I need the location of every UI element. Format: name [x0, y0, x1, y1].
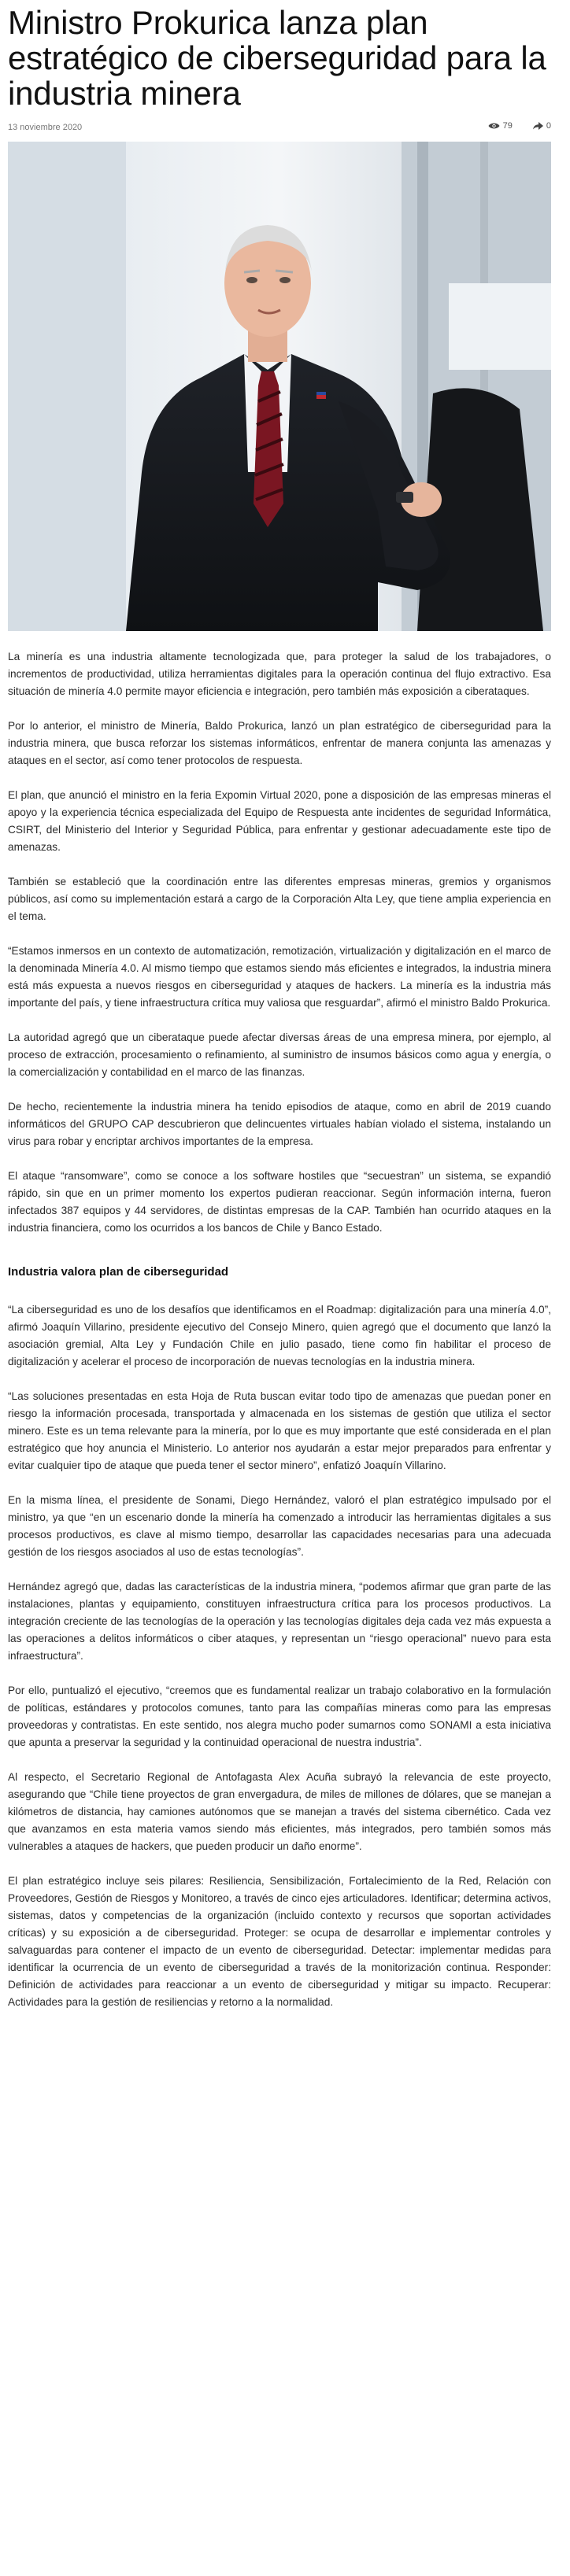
paragraph: “Estamos inmersos en un contexto de automatización, remotización, virtualización y digitalización en el marco de la denominada Minería 4.0. Al mismo tiempo que estamos siendo más eficientes e integrados, la industria minera está más expuesta a nuevos riesgos en ciberseguridad y ataques de hackers. La minería es la industria más importante del país, y tiene infraestructura crítica muy valiosa que resguardar”, afirmó el ministro Baldo Prokurica. — [8, 945, 551, 1009]
paragraph: De hecho, recientemente la industria minera ha tenido episodios de ataque, como en abril de 2019 cuando informáticos del GRUPO CAP descubrieron que delincuentes virtuales habían violado el sistema, instalando un virus para robar y encriptar archivos importantes de la empresa. — [8, 1101, 551, 1147]
paragraph: También se estableció que la coordinación entre las diferentes empresas mineras, gremios y organismos públicos, así como su implementación estará a cargo de la Corporación Alta Ley, que tiene amplia experiencia en el tema. — [8, 876, 551, 922]
article-photo — [8, 142, 551, 631]
article-body — [8, 648, 551, 2028]
share-arrow-icon[interactable] — [533, 122, 543, 130]
paragraph: En la misma línea, el presidente de Sonami, Diego Hernández, valoró el plan estratégico impulsado por el ministro, ya que “en un escenario donde la minería ha comenzado a introducir las herramientas digitales a sus procesos productivos, es clave al mismo tiempo, desarrollar las capacidades necesarias para una adecuada gestión de los riesgos asociados al uso de estas tecnologías”. — [8, 1494, 551, 1558]
article-container — [8, 0, 551, 2008]
paragraph: La minería es una industria altamente tecnologizada que, para proteger la salud de los trabajadores, o incrementos de productividad, utiliza herramientas digitales para la operación continua del flujo extractivo. Esa situación de minería 4.0 permite mayor eficiencia e integración, pero también más exposición a ciberataques. — [8, 651, 551, 697]
paragraph: “La ciberseguridad es uno de los desafíos que identificamos en el Roadmap: digitalización para una minería 4.0”, afirmó Joaquín Villarino, presidente ejecutivo del Consejo Minero, quien agregó que el documento que lanzó la asociación gremial, Alta Ley y Fundación Chile en julio pasado, tiene como fin habilitar el proceso de digitalización y acelerar el proceso de incorporación de nuevas tecnologías en la industria minera. — [8, 1304, 551, 1367]
paragraph: El plan estratégico incluye seis pilares: Resiliencia, Sensibilización, Fortalecimiento de la Red, Relación con Proveedores, Gestión de Riesgos y Monitoreo, a través de cinco ejes articuladores. Identificar; determina activos, sistemas, datos y competencias de la organización (incluido contexto y recursos que soportan actividades críticas) y su exposición a de ciberseguridad. Proteger: se ocupa de desarrollar e implementar controles y salvaguardas para contener el impacto de un evento de ciberseguridad. Detectar: implementar medidas para identificar la ocurrencia de un evento de ciberseguridad a través de la monitorización continua. Responder: Definición de actividades para reaccionar a un evento de ciberseguridad y mitigar su impacto. Recuperar: Actividades para la gestión de resiliencias y retorno a la normalidad. — [8, 1875, 551, 2008]
minister-portrait — [8, 142, 551, 631]
paragraph: El plan, que anunció el ministro en la feria Expomin Virtual 2020, pone a disposición de las empresas mineras el apoyo y la experiencia técnica especializada del Equipo de Respuesta ante incidentes de seguridad Informática, CSIRT, del Ministerio del Interior y Seguridad Pública, para enfrentar y gestionar adecuadamente este tipo de amenazas. — [8, 789, 551, 853]
paragraph: “Las soluciones presentadas en esta Hoja de Ruta buscan evitar todo tipo de amenazas que puedan poner en riesgo la información procesada, transportada y almacenada en los sistemas de gestión que utiliza el sector minero. Este es un tema relevante para la minería, por lo que es muy importante que esté considerada en el plan estratégico que hoy anuncia el Ministerio. Lo anterior nos ayudarán a estar mejor preparados para enfrentar y evitar cualquier tipo de ataque que pueda tener el sector minero”, enfatizó Joaquín Villarino. — [8, 1390, 551, 1471]
eye-icon — [488, 122, 500, 130]
section-heading: Industria valora plan de ciberseguridad — [8, 1265, 229, 1279]
paragraph: Por ello, puntualizó el ejecutivo, “creemos que es fundamental realizar un trabajo colaborativo en la formulación de políticas, estándares y protocolos comunes, tanto para las compañías mineras como para las empresas proveedoras y contratistas. En este sentido, nos alegra mucho poder sumarnos como SONAMI a esta iniciativa que apunta a preservar la seguridad y la continuidad operacional de nuestra industria”. — [8, 1685, 551, 1748]
publish-date: 13 noviembre 2020 — [8, 123, 83, 132]
paragraph: Por lo anterior, el ministro de Minería, Baldo Prokurica, lanzó un plan estratégico de ciberseguridad para la industria minera, que busca reforzar los sistemas informáticos, enfrentar de manera conjunta las amenazas y ataques en el sector, así como tener protocolos de respuesta. — [8, 720, 551, 766]
comments-count[interactable]: 0 — [546, 121, 551, 131]
article-meta — [8, 120, 551, 136]
paragraph: Al respecto, el Secretario Regional de Antofagasta Alex Acuña subrayó la relevancia de este proyecto, asegurando que “Chile tiene proyectos de gran envergadura, de miles de millones de dólares, que se manejan a kilómetros de distancia, hay camiones autónomos que se manejan a través del sistema cibernético. Cada vez que avanzamos en esta materia vamos siendo más eficientes, más integrados, pero también somos más vulnerables a ataques de hackers, que pueden producir un daño enorme”. — [8, 1771, 551, 1852]
paragraph: La autoridad agregó que un ciberataque puede afectar diversas áreas de una empresa minera, por ejemplo, al proceso de extracción, procesamiento o refinamiento, al suministro de insumos básicos como agua y energía, o la comercialización y contabilidad en el marco de las finanzas. — [8, 1032, 551, 1078]
article-title: Ministro Prokurica lanza plan estratégico de ciberseguridad para la industria minera — [8, 4, 546, 112]
article-stats — [488, 121, 551, 131]
paragraph: Hernández agregó que, dadas las características de la industria minera, “podemos afirmar que gran parte de las instalaciones, plantas y equipamiento, constituyen infraestructura crítica para los procesos productivos. La integración creciente de las tecnologías de la operación y las tecnologías digitales deja cada vez más expuesta a las operaciones a delitos informáticos o ciber ataques, y representan un “riesgo operacional” nuevo para esta infraestructura”. — [8, 1581, 551, 1662]
paragraph: El ataque “ransomware”, como se conoce a los software hostiles que “secuestran” un sistema, se expandió rápido, sin que en un primer momento los expertos pudieran reaccionar. Según información interna, fueron infectados 387 equipos y 44 servidores, de distintas empresas de la CAP. También han ocurrido ataques en la industria financiera, como los ocurridos a los bancos de Chile y Banco Estado. — [8, 1170, 551, 1234]
views-count: 79 — [502, 121, 513, 131]
